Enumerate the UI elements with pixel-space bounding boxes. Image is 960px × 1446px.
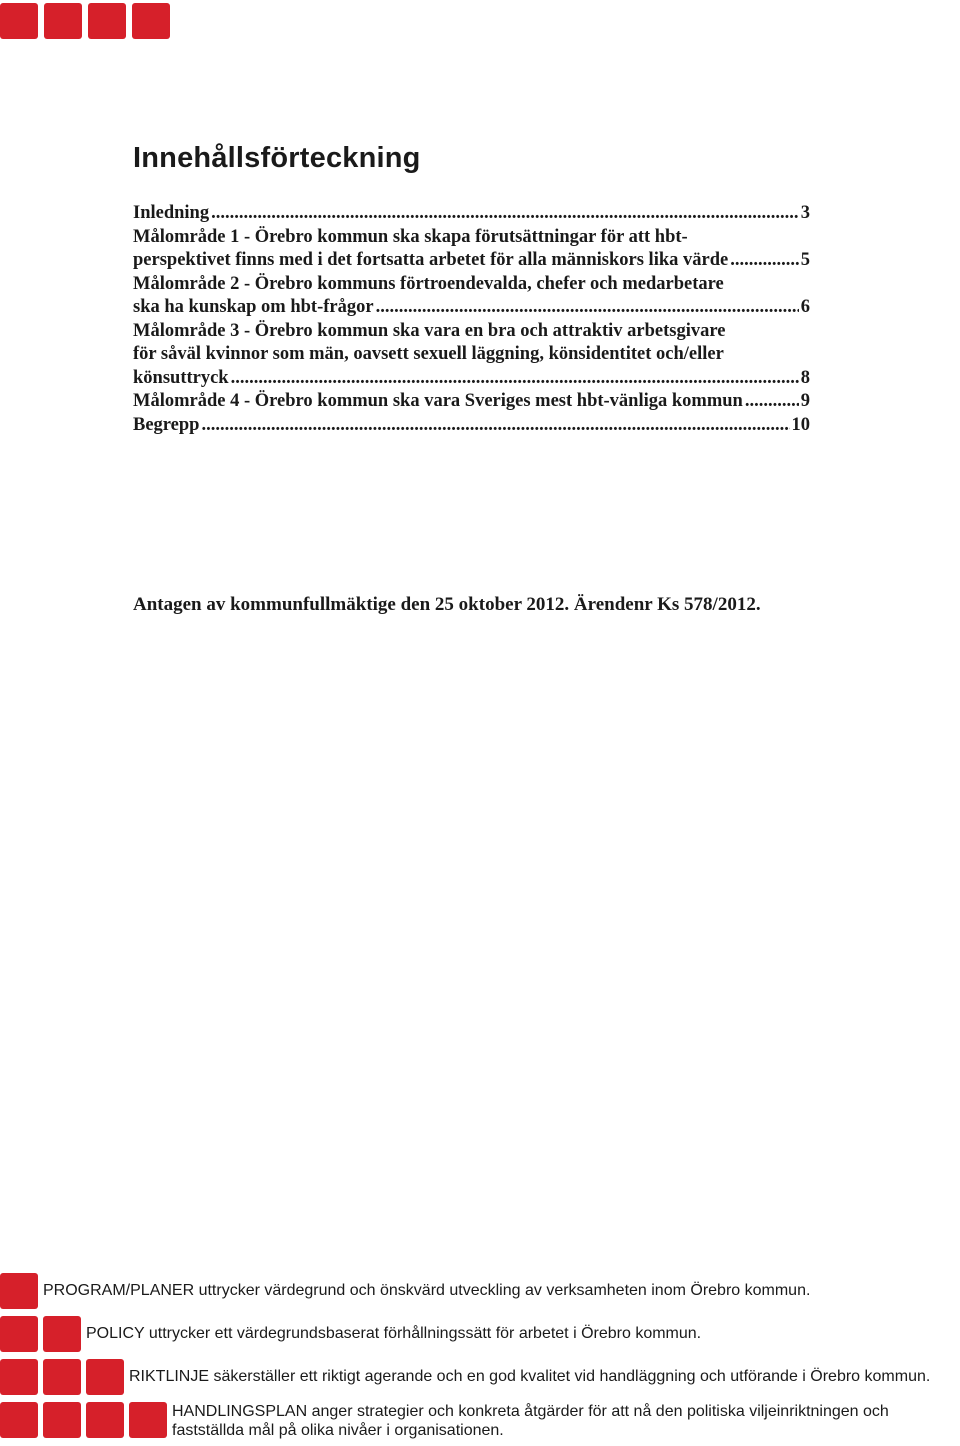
toc-entry-text: Målområde 2 - Örebro kommuns förtroendevalda, chefer och medarbetare — [133, 273, 724, 294]
legend-square — [43, 1359, 81, 1395]
toc-entry-text: könsuttryck — [133, 367, 229, 388]
legend-square — [43, 1402, 81, 1438]
logo-block — [88, 3, 126, 39]
toc-leader — [211, 202, 799, 226]
legend-description: uttrycker värdegrund och önskvärd utveckling av verksamheten inom Örebro kommun. — [194, 1282, 811, 1299]
legend-description: anger strategier och konkreta åtgärder för att nå den politiska viljeinriktningen och — [307, 1403, 889, 1420]
toc-entry-text: Målområde 3 - Örebro kommun ska vara en bra och attraktiv arbetsgivare — [133, 320, 726, 341]
toc-leader — [201, 414, 789, 438]
toc-page-number: 8 — [800, 367, 810, 388]
legend-description: uttrycker ett värdegrundsbaserat förhållningssätt för arbetet i Örebro kommun. — [144, 1325, 702, 1342]
toc-page-number: 10 — [791, 414, 810, 435]
toc-entry[interactable] — [133, 414, 810, 438]
toc-entry[interactable] — [133, 273, 810, 320]
legend-term: POLICY — [86, 1325, 145, 1342]
toc-entry-text: Inledning — [133, 203, 210, 223]
legend-square — [86, 1359, 124, 1395]
table-of-contents — [133, 202, 810, 437]
legend-description: säkerställer ett riktigt agerande och en god kvalitet vid handläggning och utförande i Örebro kommun. — [209, 1368, 931, 1385]
legend-term: PROGRAM/PLANER — [43, 1282, 195, 1299]
legend-square — [0, 1273, 38, 1309]
legend-square — [0, 1402, 38, 1438]
legend-term: RIKTLINJE — [129, 1368, 210, 1385]
logo-block — [0, 3, 38, 39]
toc-title: Innehållsförteckning — [133, 142, 421, 174]
toc-leader — [376, 296, 799, 320]
legend-text — [129, 1367, 930, 1386]
logo — [0, 3, 170, 39]
toc-entry-text: Målområde 4 - Örebro kommun ska vara Sveriges mest hbt-vänliga kommun — [133, 391, 743, 411]
legend-term: HANDLINGSPLAN — [172, 1403, 308, 1420]
logo-block — [44, 3, 82, 39]
legend-description: fastställda mål på olika nivåer i organisationen. — [172, 1422, 504, 1439]
toc-page-number: 5 — [800, 250, 810, 270]
toc-entry[interactable] — [133, 390, 810, 414]
legend-text — [43, 1281, 810, 1300]
legend-text — [86, 1324, 701, 1343]
legend-square — [0, 1359, 38, 1395]
toc-leader — [730, 249, 799, 273]
approval-note: Antagen av kommunfullmäktige den 25 oktober 2012. Ärendenr Ks 578/2012. — [133, 594, 761, 615]
toc-entry[interactable] — [133, 320, 810, 391]
toc-entry-text: Målområde 1 - Örebro kommun ska skapa förutsättningar för att hbt- — [133, 226, 688, 247]
toc-entry-text: ska ha kunskap om hbt-frågor — [133, 297, 374, 317]
legend-text — [172, 1402, 889, 1440]
toc-page-number: 6 — [800, 297, 810, 317]
toc-entry-text: perspektivet finns med i det fortsatta arbetet för alla människors lika värde — [133, 250, 729, 270]
toc-leader — [231, 367, 799, 391]
toc-entry[interactable] — [133, 226, 810, 273]
toc-page-number: 3 — [800, 203, 810, 223]
toc-entry-text: för såväl kvinnor som män, oavsett sexuell läggning, könsidentitet och/eller — [133, 344, 724, 364]
legend-square — [129, 1402, 167, 1438]
toc-page-number: 9 — [800, 391, 810, 411]
legend-square — [43, 1316, 81, 1352]
legend-square — [0, 1316, 38, 1352]
toc-entry-text: Begrepp — [133, 414, 200, 435]
legend-square — [86, 1402, 124, 1438]
toc-leader — [745, 390, 799, 414]
toc-entry[interactable] — [133, 202, 810, 226]
logo-block — [132, 3, 170, 39]
